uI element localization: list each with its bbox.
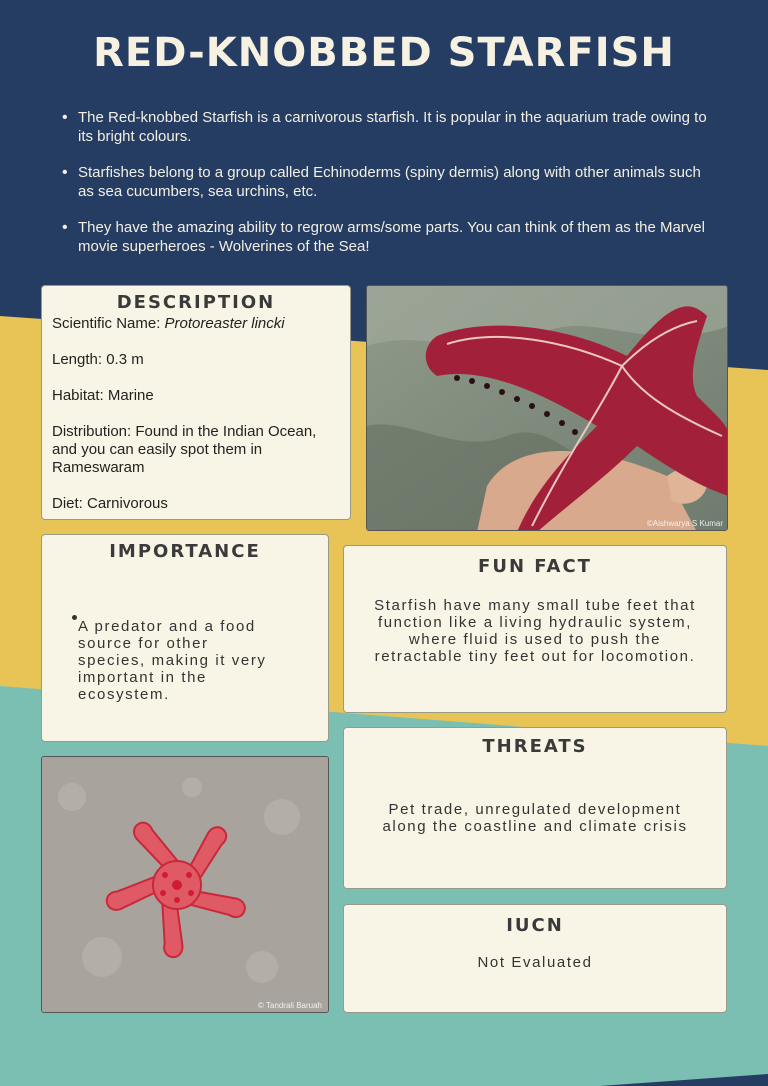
threats-heading: THREATS: [482, 736, 588, 757]
intro-item: • The Red-knobbed Starfish is a carnivorous starfish. It is popular in the aquarium trade owing to its bright colours.: [58, 108, 718, 146]
scientific-name: [52, 315, 340, 333]
page-title: RED-KNOBBED STARFISH: [93, 30, 675, 76]
iucn-heading: IUCN: [506, 915, 564, 936]
description-card: [41, 285, 351, 520]
length-text: Length: 0.3 m: [52, 351, 144, 368]
importance-item: A predator and a food source for other species, making it very important in the ecosystem.: [78, 618, 267, 703]
importance-list: [62, 618, 282, 703]
fun-fact-card: [343, 545, 727, 713]
description-heading: DESCRIPTION: [116, 292, 276, 313]
iucn-status: Not Evaluated: [477, 954, 593, 971]
fun-fact-text: Starfish have many small tube feet that function like a living hydraulic system, where fluid is used to push the retractable tiny feet out for locomotion.: [374, 597, 696, 665]
starfish-underside-image: [367, 286, 728, 531]
threats-card: [343, 727, 727, 889]
iucn-card: [343, 904, 727, 1013]
photo-credit: ©Aishwarya S Kumar: [646, 519, 723, 528]
starfish-sand-photo: [41, 756, 329, 1013]
starfish-top-view-image: [42, 757, 329, 1013]
importance-heading: IMPORTANCE: [109, 541, 261, 562]
scientific-name-label: Scientific Name:: [52, 315, 165, 332]
bullet-dot-icon: [72, 615, 77, 620]
distribution-text: Distribution: Found in the Indian Ocean, and you can easily spot them in Rameswaram: [52, 423, 317, 476]
diet-text: Diet: Carnivorous: [52, 495, 168, 512]
importance-card: [41, 534, 329, 742]
threats-text: Pet trade, unregulated development along the coastline and climate crisis: [382, 801, 688, 835]
intro-list: [58, 108, 718, 273]
fun-fact-heading: FUN FACT: [478, 556, 592, 577]
intro-item: • Starfishes belong to a group called Echinoderms (spiny dermis) along with other animals such as sea cucumbers, sea urchins, etc.: [58, 163, 718, 201]
starfish-hand-photo: [366, 285, 728, 531]
photo-credit: © Tandrali Baruah: [257, 1001, 322, 1010]
intro-item: • They have the amazing ability to regrow arms/some parts. You can think of them as the Marvel movie superheroes - Wolverines of the Sea!: [58, 218, 718, 256]
scientific-name-value: Protoreaster lincki: [164, 315, 285, 332]
habitat-text: Habitat: Marine: [52, 387, 154, 404]
